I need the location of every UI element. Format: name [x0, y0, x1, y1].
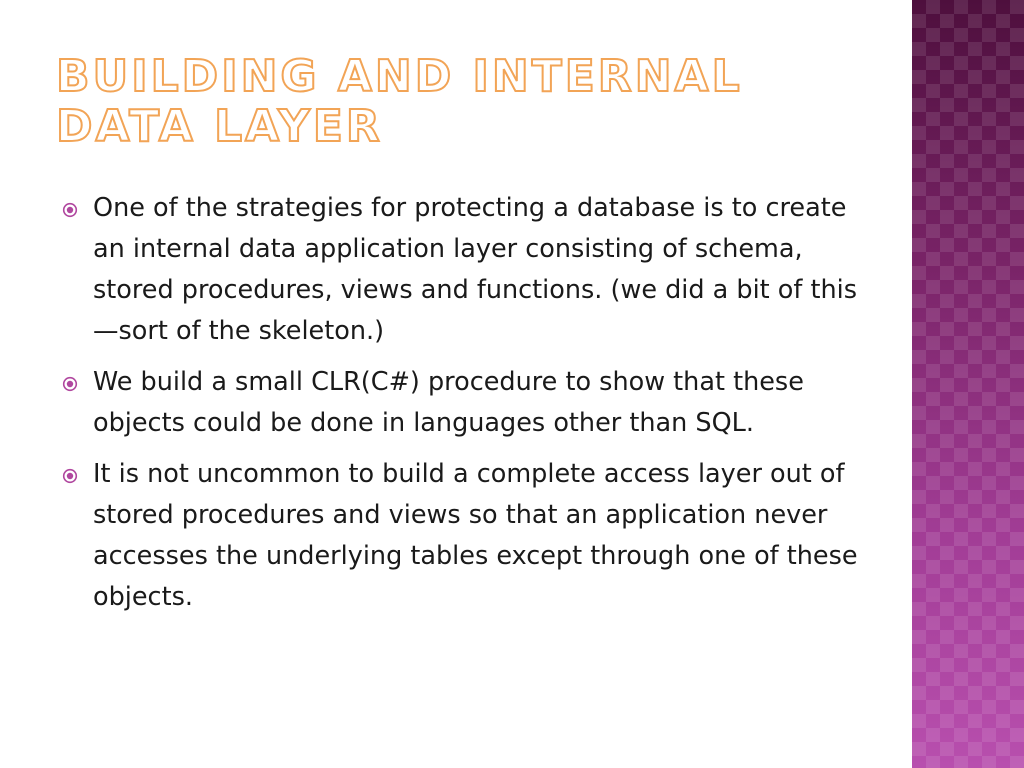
radio-bullet-icon [62, 202, 78, 218]
bullet-item [62, 188, 862, 352]
bullet-list [62, 188, 862, 628]
bullet-item [62, 454, 862, 618]
bullet-text: We build a small CLR(C#) procedure to show that these objects could be done in languages other than SQL. [93, 367, 804, 438]
bullet-item [62, 362, 862, 444]
radio-bullet-icon [62, 468, 78, 484]
decorative-side-band [912, 0, 1024, 768]
radio-bullet-icon [62, 376, 78, 392]
bullet-text: One of the strategies for protecting a database is to create an internal data application layer consisting of schema, stored procedures, views and functions. (we did a bit of this—sort of the skeleton.) [93, 193, 858, 346]
slide-title: BUILDING AND INTERNAL DATA LAYER [56, 51, 743, 152]
bullet-text: It is not uncommon to build a complete access layer out of stored procedures and views so that an application never accesses the underlying tables except through one of these objects. [93, 459, 858, 612]
